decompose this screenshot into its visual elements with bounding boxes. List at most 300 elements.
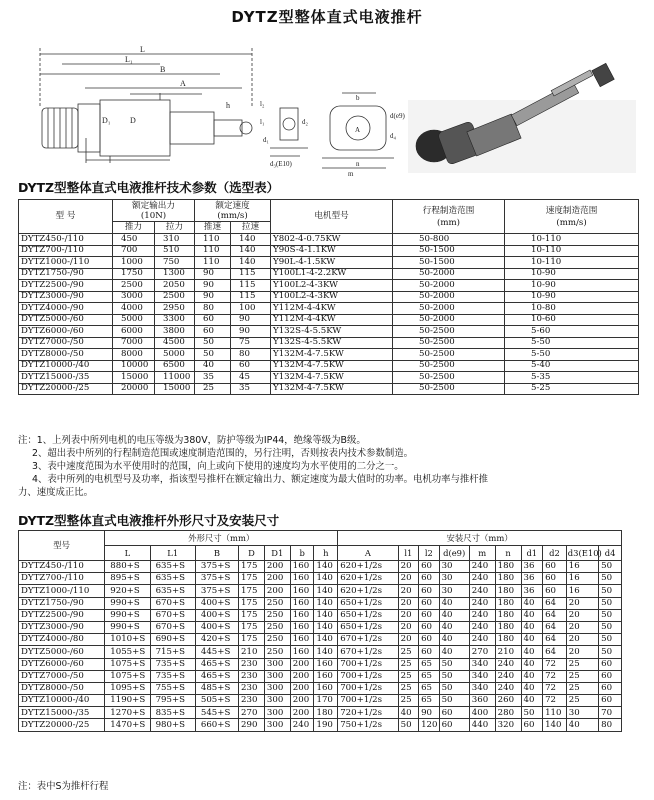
cell-push: 1750 xyxy=(113,268,155,280)
dims-cell: 1095+S xyxy=(105,682,150,694)
cell-model: DYTZ15000-/35 xyxy=(19,372,113,384)
dims-cell: 990+S xyxy=(105,597,150,609)
dims-cell: 36 xyxy=(521,561,543,573)
table-row xyxy=(19,349,639,361)
dims-cell: 750+1/2s xyxy=(338,719,398,731)
cell-pull-speed: 90 xyxy=(231,314,271,326)
dims-cell: 300 xyxy=(264,682,290,694)
cell-pull-speed: 115 xyxy=(231,280,271,292)
cell-push-speed: 110 xyxy=(195,245,231,257)
cell-stroke: 50-2500 xyxy=(393,337,505,349)
dims-cell: 60 xyxy=(419,634,439,646)
cell-pull: 2950 xyxy=(155,303,195,315)
dims-cell: 635+S xyxy=(150,585,195,597)
cell-push: 2500 xyxy=(113,280,155,292)
cell-stroke: 50-2000 xyxy=(393,314,505,326)
cell-stroke: 50-1500 xyxy=(393,245,505,257)
dims-cell: 715+S xyxy=(150,646,195,658)
cell-pull-speed: 115 xyxy=(231,291,271,303)
dims-cell: 240 xyxy=(469,597,495,609)
dims-cell: 50 xyxy=(599,573,622,585)
dim-label-d1: d₁ xyxy=(263,136,269,144)
dims-table-title: DYTZ型整体直式电液推杆外形尺寸及安装尺寸 xyxy=(18,513,280,528)
dims-cell: 180 xyxy=(495,634,521,646)
cell-push-speed: 90 xyxy=(195,291,231,303)
dim-label-L1: L₁ xyxy=(125,55,133,64)
dims-cell: 140 xyxy=(314,621,338,633)
dims-cell: DYTZ3000-/90 xyxy=(19,621,105,633)
cell-push-speed: 90 xyxy=(195,280,231,292)
dims-col-l1: L1 xyxy=(150,546,195,561)
dims-cell: 990+S xyxy=(105,621,150,633)
dim-label-d2: d₂ xyxy=(302,118,308,126)
cell-model: DYTZ20000-/25 xyxy=(19,383,113,395)
cell-push-speed: 60 xyxy=(195,326,231,338)
dims-cell: 60 xyxy=(419,646,439,658)
dims-cell: 210 xyxy=(495,646,521,658)
dims-cell: 200 xyxy=(264,561,290,573)
dims-col-d1: D1 xyxy=(264,546,290,561)
dims-cell: 545+S xyxy=(195,707,238,719)
dim-label-B: B xyxy=(160,65,166,74)
dims-cell: 360 xyxy=(469,695,495,707)
dims-cell: 340 xyxy=(469,682,495,694)
dims-col-d3e10: d3(E10) xyxy=(566,546,598,561)
dims-cell: 110 xyxy=(543,707,567,719)
cell-stroke: 50-2500 xyxy=(393,326,505,338)
dims-cell: 795+S xyxy=(150,695,195,707)
cell-push-speed: 110 xyxy=(195,234,231,246)
dims-cell: 340 xyxy=(469,670,495,682)
dims-cell: 650+1/2s xyxy=(338,609,398,621)
speed-range-label: 速度制造范围 xyxy=(545,205,598,216)
table-row xyxy=(19,561,622,573)
cell-push: 3000 xyxy=(113,291,155,303)
col-speed xyxy=(195,200,271,222)
cell-motor: Y90L-4-1.5KW xyxy=(271,257,393,269)
force-label: 额定输出力 xyxy=(132,200,175,211)
cell-pull-speed: 100 xyxy=(231,303,271,315)
dims-cell: DYTZ7000-/50 xyxy=(19,670,105,682)
dims-cell: DYTZ450-/110 xyxy=(19,561,105,573)
dims-cell: 40 xyxy=(398,707,418,719)
dims-cell: 64 xyxy=(543,609,567,621)
dims-cell: 60 xyxy=(543,573,567,585)
dims-col-a: A xyxy=(338,546,398,561)
dims-cell: 250 xyxy=(264,646,290,658)
dims-col-l1: l1 xyxy=(398,546,418,561)
dims-cell: 50 xyxy=(439,670,469,682)
cell-push: 6000 xyxy=(113,326,155,338)
cell-speed-range: 5-60 xyxy=(505,326,639,338)
dim-label-l2: l₂ xyxy=(260,100,265,108)
dims-col-h: h xyxy=(314,546,338,561)
dims-cell: 65 xyxy=(419,658,439,670)
dims-cell: 160 xyxy=(290,621,314,633)
dims-cell: 25 xyxy=(398,658,418,670)
cell-model: DYTZ6000-/60 xyxy=(19,326,113,338)
cell-model: DYTZ1000-/110 xyxy=(19,257,113,269)
cell-push-speed: 25 xyxy=(195,383,231,395)
table-row xyxy=(19,372,639,384)
cell-model: DYTZ4000-/90 xyxy=(19,303,113,315)
dims-cell: 72 xyxy=(543,682,567,694)
cell-push-speed: 35 xyxy=(195,372,231,384)
cell-push-speed: 80 xyxy=(195,303,231,315)
dims-cell: 30 xyxy=(439,573,469,585)
dims-cell: 250 xyxy=(264,634,290,646)
col-speed-range xyxy=(505,200,639,234)
dims-cell: 375+S xyxy=(195,573,238,585)
cell-motor: Y132S-4-5.5KW xyxy=(271,337,393,349)
dims-cell: 505+S xyxy=(195,695,238,707)
cell-push: 1000 xyxy=(113,257,155,269)
notes xyxy=(18,434,638,499)
dims-cell: 700+1/2s xyxy=(338,670,398,682)
dims-cell: 20 xyxy=(566,597,598,609)
dims-col-de9: d(e9) xyxy=(439,546,469,561)
dims-cell: 465+S xyxy=(195,658,238,670)
table-row xyxy=(19,383,639,395)
dims-cell: 175 xyxy=(239,609,265,621)
note-1: 1、上列表中所列电机的电压等级为380V，防护等级为IP44，绝缘等级为B级。 xyxy=(36,435,366,446)
dims-cell: 60 xyxy=(419,597,439,609)
cell-push: 15000 xyxy=(113,372,155,384)
dims-cell: 200 xyxy=(290,695,314,707)
dims-cell: 25 xyxy=(566,695,598,707)
table-row xyxy=(19,646,622,658)
cell-push: 7000 xyxy=(113,337,155,349)
dims-cell: 300 xyxy=(264,670,290,682)
dims-cell: 375+S xyxy=(195,585,238,597)
dims-cell: 50 xyxy=(599,561,622,573)
dim-label-l1: l₁ xyxy=(260,118,265,126)
cell-push: 700 xyxy=(113,245,155,257)
col-push-speed: 推速 xyxy=(195,222,231,234)
cell-speed-range: 10-80 xyxy=(505,303,639,315)
dims-cell: 200 xyxy=(264,585,290,597)
dims-cell: 1075+S xyxy=(105,658,150,670)
dims-cell: 25 xyxy=(566,670,598,682)
dims-cell: 50 xyxy=(599,609,622,621)
dims-cell: DYTZ4000-/80 xyxy=(19,634,105,646)
dims-table xyxy=(18,530,622,732)
dims-cell: 720+1/2s xyxy=(338,707,398,719)
cell-stroke: 50-2000 xyxy=(393,268,505,280)
dims-cell: 160 xyxy=(290,561,314,573)
cell-pull-speed: 75 xyxy=(231,337,271,349)
dims-cell: 50 xyxy=(439,695,469,707)
cell-push-speed: 50 xyxy=(195,337,231,349)
cell-pull-speed: 140 xyxy=(231,257,271,269)
dims-col-b: B xyxy=(195,546,238,561)
cell-model: DYTZ450-/110 xyxy=(19,234,113,246)
cell-pull: 4500 xyxy=(155,337,195,349)
dims-cell: 175 xyxy=(239,621,265,633)
dims-cell: 140 xyxy=(314,634,338,646)
cell-push-speed: 50 xyxy=(195,349,231,361)
cell-motor: Y112M-4-4KW xyxy=(271,314,393,326)
speed-label: 额定速度 xyxy=(215,200,250,211)
col-stroke xyxy=(393,200,505,234)
table-row xyxy=(19,257,639,269)
dims-cell: 40 xyxy=(439,597,469,609)
cell-motor: Y90S-4-1.1KW xyxy=(271,245,393,257)
dims-cell: 175 xyxy=(239,585,265,597)
dims-cell: 1010+S xyxy=(105,634,150,646)
cell-model: DYTZ2500-/90 xyxy=(19,280,113,292)
dims-cell: 180 xyxy=(314,707,338,719)
dims-cell: 1075+S xyxy=(105,670,150,682)
dims-cell: 440 xyxy=(469,719,495,731)
dims-cell: 670+S xyxy=(150,609,195,621)
dims-cell: 210 xyxy=(239,646,265,658)
dims-cell: 200 xyxy=(290,682,314,694)
dims-cell: 660+S xyxy=(195,719,238,731)
dims-cell: 30 xyxy=(439,561,469,573)
dims-cell: 64 xyxy=(543,646,567,658)
dims-cell: 50 xyxy=(599,585,622,597)
stroke-label: 行程制造范围 xyxy=(422,205,475,216)
dims-cell: 230 xyxy=(239,670,265,682)
cell-motor: Y132M-4-7.5KW xyxy=(271,349,393,361)
note-line-1 xyxy=(18,434,638,447)
dims-cell: 16 xyxy=(566,561,598,573)
dims-cell: DYTZ8000-/50 xyxy=(19,682,105,694)
dims-col-install: 安装尺寸（mm） xyxy=(338,531,622,546)
dims-cell: 140 xyxy=(314,609,338,621)
dims-cell: 700+1/2s xyxy=(338,695,398,707)
cell-pull-speed: 115 xyxy=(231,268,271,280)
dims-cell: 60 xyxy=(599,670,622,682)
technical-drawings xyxy=(30,38,640,178)
cell-stroke: 50-2000 xyxy=(393,291,505,303)
spec-table xyxy=(18,199,639,395)
cell-stroke: 50-2500 xyxy=(393,349,505,361)
dims-cell: 40 xyxy=(521,597,543,609)
dims-cell: 50 xyxy=(439,658,469,670)
cell-motor: Y132M-4-7.5KW xyxy=(271,360,393,372)
cell-speed-range: 10-110 xyxy=(505,234,639,246)
dims-cell: 620+1/2s xyxy=(338,585,398,597)
dims-cell: 650+1/2s xyxy=(338,621,398,633)
dim-label-D1: D₁ xyxy=(102,116,111,125)
dims-cell: 140 xyxy=(543,719,567,731)
dims-cell: 72 xyxy=(543,670,567,682)
cell-speed-range: 5-40 xyxy=(505,360,639,372)
dims-cell: 240 xyxy=(469,621,495,633)
dim-label-de9: d(e9) xyxy=(390,112,405,120)
cell-pull: 310 xyxy=(155,234,195,246)
cell-model: DYTZ3000-/90 xyxy=(19,291,113,303)
dims-cell: 240 xyxy=(469,585,495,597)
cell-pull-speed: 140 xyxy=(231,234,271,246)
dims-cell: 50 xyxy=(599,621,622,633)
dims-cell: 40 xyxy=(521,609,543,621)
cell-push: 450 xyxy=(113,234,155,246)
dims-cell: 50 xyxy=(599,597,622,609)
cell-push-speed: 110 xyxy=(195,257,231,269)
dims-col-outer: 外形尺寸（mm） xyxy=(105,531,338,546)
dims-cell: 400+S xyxy=(195,597,238,609)
dims-cell: 25 xyxy=(398,682,418,694)
note-4-wrap: 力、速度成正比。 xyxy=(18,487,94,498)
dims-cell: 40 xyxy=(521,634,543,646)
dims-cell: 1470+S xyxy=(105,719,150,731)
cell-stroke: 50-2500 xyxy=(393,372,505,384)
dims-cell: 160 xyxy=(290,646,314,658)
dims-cell: 65 xyxy=(419,682,439,694)
dims-cell: 670+1/2s xyxy=(338,646,398,658)
dims-cell: 180 xyxy=(495,561,521,573)
product-photo xyxy=(408,63,636,173)
dims-cell: 20 xyxy=(398,597,418,609)
table-row xyxy=(19,280,639,292)
cell-pull: 5000 xyxy=(155,349,195,361)
dims-cell: 60 xyxy=(419,621,439,633)
dims-cell: 240 xyxy=(469,561,495,573)
table-row xyxy=(19,234,639,246)
dims-cell: 270 xyxy=(239,707,265,719)
cell-motor: Y132S-4-5.5KW xyxy=(271,326,393,338)
dims-cell: 20 xyxy=(398,585,418,597)
dims-cell: 36 xyxy=(521,585,543,597)
dims-cell: 40 xyxy=(521,682,543,694)
table-row xyxy=(19,573,622,585)
cell-push: 10000 xyxy=(113,360,155,372)
dims-cell: 690+S xyxy=(150,634,195,646)
cell-stroke: 50-2500 xyxy=(393,360,505,372)
dims-cell: 670+S xyxy=(150,621,195,633)
dims-col-l: L xyxy=(105,546,150,561)
dims-cell: 80 xyxy=(599,719,622,731)
dims-cell: 635+S xyxy=(150,561,195,573)
cell-push: 4000 xyxy=(113,303,155,315)
dims-cell: 65 xyxy=(419,695,439,707)
dims-cell: 240 xyxy=(495,682,521,694)
col-motor: 电机型号 xyxy=(271,200,393,234)
dims-cell: 40 xyxy=(439,621,469,633)
dims-col-b: b xyxy=(290,546,314,561)
dims-cell: 60 xyxy=(543,561,567,573)
dims-cell: 735+S xyxy=(150,658,195,670)
dims-cell: 25 xyxy=(398,695,418,707)
dims-cell: 60 xyxy=(419,609,439,621)
dims-cell: DYTZ5000-/60 xyxy=(19,646,105,658)
dims-cell: 140 xyxy=(314,597,338,609)
table-row xyxy=(19,682,622,694)
dims-cell: 375+S xyxy=(195,561,238,573)
cell-motor: Y802-4-0.75KW xyxy=(271,234,393,246)
cell-pull-speed: 80 xyxy=(231,349,271,361)
dims-cell: 72 xyxy=(543,695,567,707)
dims-cell: 60 xyxy=(419,585,439,597)
table-row xyxy=(19,291,639,303)
dims-cell: 16 xyxy=(566,585,598,597)
dim-label-m: m xyxy=(348,170,354,178)
dims-cell: 20 xyxy=(398,573,418,585)
dims-cell: 880+S xyxy=(105,561,150,573)
dims-cell: 50 xyxy=(398,719,418,731)
dims-cell: 835+S xyxy=(150,707,195,719)
dim-label-d4: d₄ xyxy=(390,132,396,140)
dims-cell: 25 xyxy=(398,646,418,658)
dims-cell: 170 xyxy=(314,695,338,707)
dims-cell: 230 xyxy=(239,658,265,670)
dims-cell: 180 xyxy=(495,585,521,597)
dims-cell: 64 xyxy=(543,597,567,609)
dim-label-n: n xyxy=(356,160,360,168)
dims-cell: 240 xyxy=(469,609,495,621)
dims-cell: DYTZ1750-/90 xyxy=(19,597,105,609)
speed-range-unit: (mm/s) xyxy=(556,217,587,228)
notes-lead: 注： xyxy=(18,435,37,446)
cell-speed-range: 10-110 xyxy=(505,245,639,257)
cell-push-speed: 60 xyxy=(195,314,231,326)
dims-cell: 20 xyxy=(398,634,418,646)
note-3: 3、表中速度范围为水平使用时的范围，向上或向下使用的速度均为水平使用的二分之一。 xyxy=(32,461,404,472)
dims-cell: 40 xyxy=(521,670,543,682)
dims-cell: 240 xyxy=(469,573,495,585)
dims-cell: 36 xyxy=(521,573,543,585)
dims-col-d4: d4 xyxy=(599,546,622,561)
cell-speed-range: 10-90 xyxy=(505,268,639,280)
cell-pull-speed: 45 xyxy=(231,372,271,384)
table-row xyxy=(19,337,639,349)
speed-unit: (mm/s) xyxy=(217,210,248,221)
dims-cell: 140 xyxy=(314,573,338,585)
cell-stroke: 50-800 xyxy=(393,234,505,246)
dims-cell: DYTZ6000-/60 xyxy=(19,658,105,670)
dims-col-d2: d2 xyxy=(543,546,567,561)
dims-cell: 200 xyxy=(264,573,290,585)
cell-pull: 11000 xyxy=(155,372,195,384)
dims-cell: 60 xyxy=(439,707,469,719)
cell-motor: Y132M-4-7.5KW xyxy=(271,372,393,384)
spec-table-title: DYTZ型整体直式电液推杆技术参数（选型表） xyxy=(18,180,280,195)
dims-cell: DYTZ2500-/90 xyxy=(19,609,105,621)
dims-cell: 300 xyxy=(264,707,290,719)
dims-cell: DYTZ10000-/40 xyxy=(19,695,105,707)
dims-cell: 160 xyxy=(314,658,338,670)
cell-pull: 750 xyxy=(155,257,195,269)
dims-cell: 250 xyxy=(264,621,290,633)
dims-cell: 420+S xyxy=(195,634,238,646)
dims-cell: 30 xyxy=(566,707,598,719)
cell-pull: 1300 xyxy=(155,268,195,280)
dims-cell: 240 xyxy=(495,658,521,670)
footnote: 注：表中S为推杆行程 xyxy=(18,781,109,792)
dims-cell: 60 xyxy=(599,658,622,670)
dims-cell: 895+S xyxy=(105,573,150,585)
cell-model: DYTZ7000-/50 xyxy=(19,337,113,349)
cell-stroke: 50-2000 xyxy=(393,303,505,315)
dim-label-b: b xyxy=(356,94,360,102)
dim-label-A: A xyxy=(180,79,186,88)
dims-cell: 16 xyxy=(566,573,598,585)
dim-label-h: h xyxy=(226,101,230,110)
cell-pull: 2500 xyxy=(155,291,195,303)
dims-cell: 980+S xyxy=(150,719,195,731)
dims-cell: 400+S xyxy=(195,609,238,621)
dims-cell: 40 xyxy=(439,646,469,658)
cell-speed-range: 10-90 xyxy=(505,291,639,303)
dims-cell: 175 xyxy=(239,634,265,646)
dims-cell: 90 xyxy=(419,707,439,719)
dims-cell: 635+S xyxy=(150,573,195,585)
dims-cell: 990+S xyxy=(105,609,150,621)
col-model: 型 号 xyxy=(19,200,113,234)
